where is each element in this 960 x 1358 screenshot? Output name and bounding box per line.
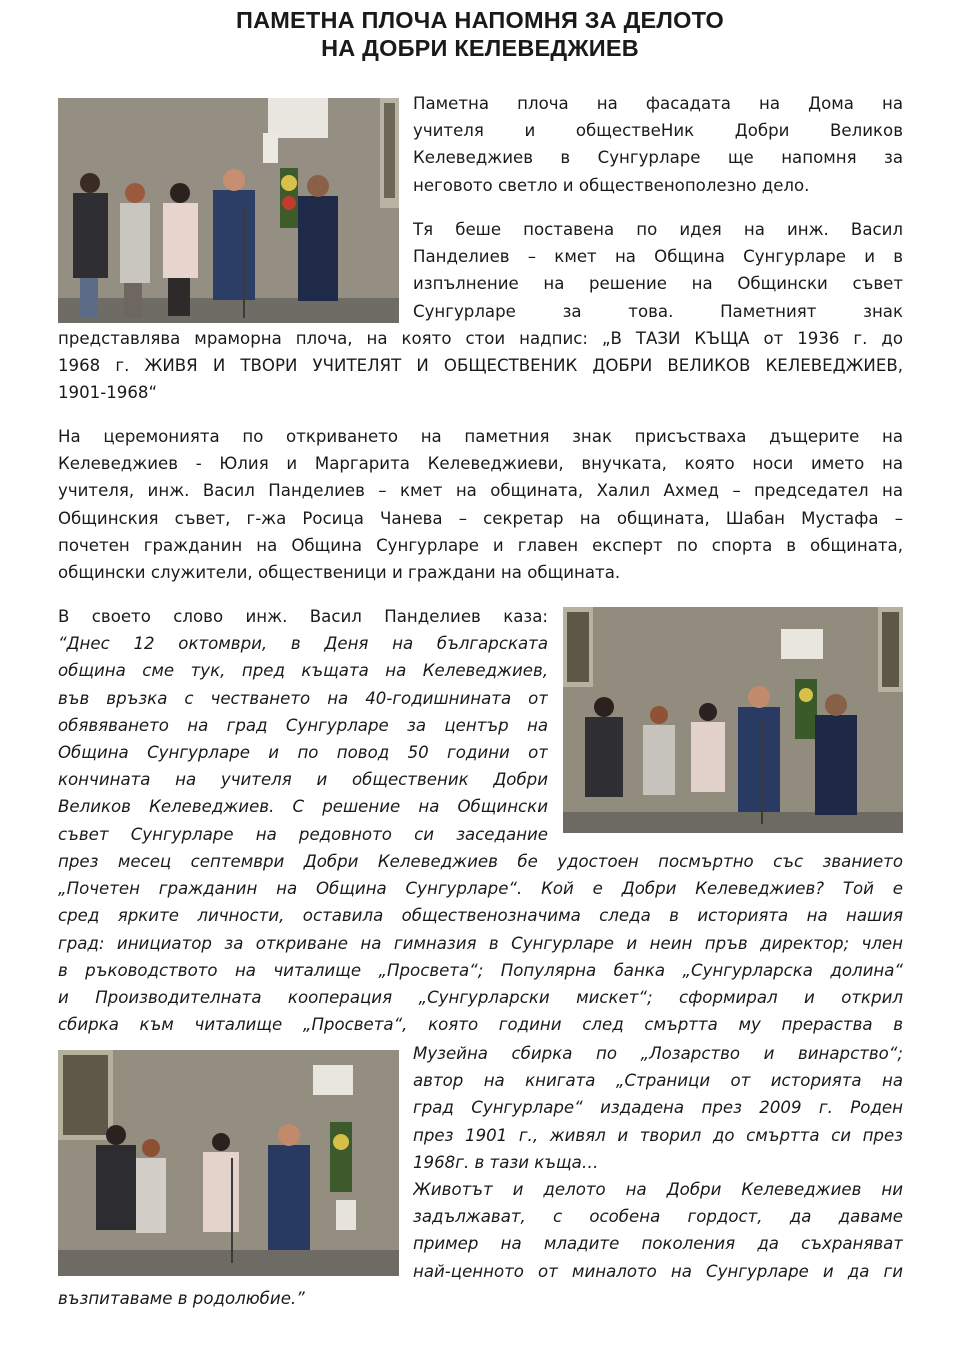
text-line: и Производителната кооперация „Сунгурларски мискет“; сформирал и открил [58,988,903,1008]
text-line: град Сунгурларе“ издадена през 2009 г. Роден [413,1098,903,1118]
text-line: почетен гражданин на Община Сунгурларе и главен експерт по спорта в общината, [58,535,903,555]
ceremony-photo-1 [58,98,399,323]
text-line: община сме тук, пред къщата на Келеведжиев, [58,661,548,681]
paragraph-intro [413,90,903,199]
page-title [0,6,960,62]
text-line: Келеведжиев в Сунгурларе ще напомня за [413,148,903,168]
text-line: сред ярките личности, оставила общественозначима следа в историята на нашия [58,906,903,926]
paragraph-plaque-description-cont [58,325,903,407]
text-line: 1968г. в тази къща… [413,1152,599,1172]
paragraph-speech-left [58,603,548,848]
text-line: изпълнение на решение на Общински съвет [413,274,903,294]
text-line: Община Сунгурларе и по повод 50 години от [58,743,548,763]
text-line: Великов Келеведжиев. С решение на Общински [58,797,548,817]
text-line: през месец септември Добри Келеведжиев бе удостоен посмъртно със званието [58,852,903,871]
text-line: съвет Сунгурларе на редовното си заседание [58,824,548,844]
text-line: Сунгурларе за това. Паметният знак [413,301,903,321]
text-line: обявяването на град Сунгурларе за център на [58,715,548,735]
text-line: представлява мраморна плоча, на която стои надпис: „В ТАЗИ КЪЩА от 1936 г. до [58,329,903,348]
text-line: в ръководството на читалище „Просвета“; Популярна банка „Сунгурларска долина“ [58,960,903,980]
paragraph-speech-right [413,1040,903,1285]
text-line: учителя и обществеНик Добри Великов [413,121,903,141]
text-line: Животът и делото на Добри Келеведжиев ни [413,1180,903,1200]
text-line: неговото светло и общественополезно дело. [413,175,810,195]
paragraph-attendees [58,423,903,586]
text-line: общински служители, общественици и граждани на общината. [58,563,621,583]
paragraph-speech-full [58,848,903,1038]
paragraph-plaque-description [413,216,903,325]
text-line: град: инициатор за откриване на гимназия в Сунгурларе и неин пръв директор; член [58,933,903,953]
text-line: Панделиев – кмет на Община Сунгурларе и в [413,247,903,267]
text-line: пример на младите поколения да съхраняват [413,1234,903,1254]
text-line: автор на книгата „Страници от историята на [413,1071,903,1091]
text-line: най-ценното от миналото на Сунгурларе и да ги [413,1261,903,1281]
text-line: възпитаваме в родолюбие.” [58,1289,305,1308]
text-line: през 1901 г., живял и творил до смъртта си през [413,1125,903,1145]
text-line: учителя, инж. Васил Панделиев – кмет на общината, Халил Ахмед – председател на [58,481,903,501]
text-line: във връзка с честването на 40-годишнината от [58,688,548,708]
text-line: 1968 г. ЖИВЯ И ТВОРИ УЧИТЕЛЯТ И ОБЩЕСТВЕНИК ДОБРИ ВЕЛИКОВ КЕЛЕВЕДЖИЕВ, [58,356,903,376]
text-line: Тя беше поставена по идея на инж. Васил [413,220,903,239]
text-line: Паметна плоча на фасадата на Дома на [413,94,903,113]
text-line: Общинския съвет, г-жа Росица Чанева – секретар на общината, Шабан Мустафа – [58,508,903,528]
text-line: Келеведжиев - Юлия и Маргарита Келеведжиеви, внучката, която носи името на [58,454,903,474]
text-line: 1901-1968“ [58,383,158,403]
text-line: кончината на учителя и общественик Добри [58,770,548,790]
text-line: Музейна сбирка по „Лозарство и винарство“; [413,1044,903,1063]
title-line-1: ПАМЕТНА ПЛОЧА НАПОМНЯ ЗА ДЕЛОТО [235,7,725,33]
text-line: На церемонията по откриването на паметния знак присъстваха дъщерите на [58,427,903,446]
text-line: задължават, с особена гордост, да даваме [413,1207,903,1227]
ceremony-photo-3 [58,1050,399,1276]
text-line: „Почетен гражданин на Община Сунгурларе“. Кой е Добри Келеведжиев? Той е [58,879,903,899]
title-line-2: НА ДОБРИ КЕЛЕВЕДЖИЕВ [321,35,639,61]
text-line: сбирка към читалище „Просвета“, която години след смъртта му прераства в [58,1015,903,1035]
text-line: “Днес 12 октомври, в Деня на българската [58,634,548,654]
ceremony-photo-2 [563,607,903,833]
text-line: В своето слово инж. Васил Панделиев каза: [58,607,548,626]
paragraph-closing [58,1285,903,1312]
